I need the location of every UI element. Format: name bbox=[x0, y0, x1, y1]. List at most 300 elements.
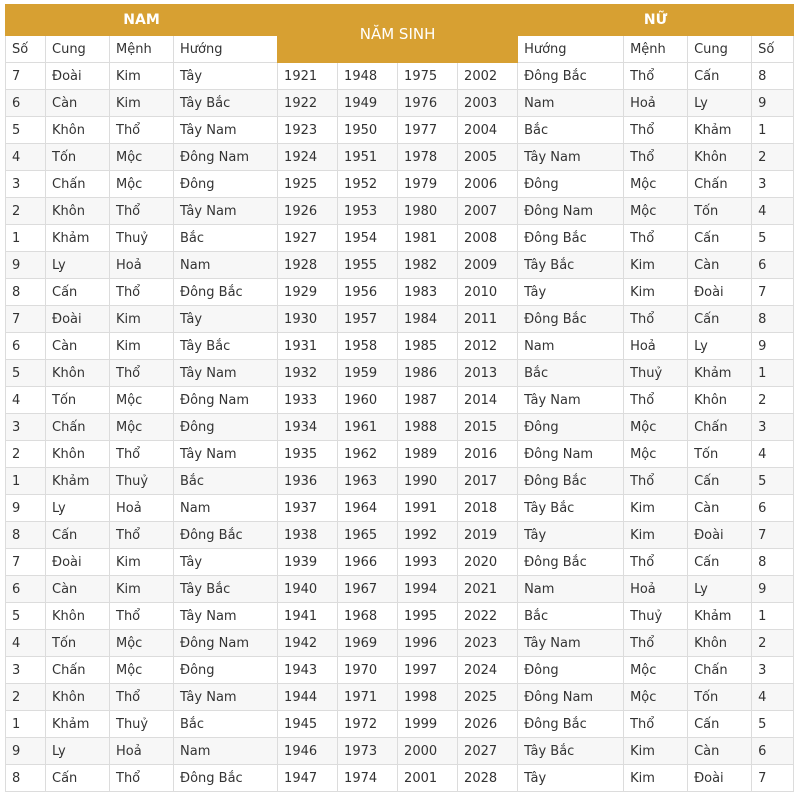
female-palace-cell: Ly bbox=[688, 90, 752, 117]
male-palace-cell: Tốn bbox=[46, 630, 110, 657]
year-cell: 2007 bbox=[458, 198, 518, 225]
year-cell: 1977 bbox=[398, 117, 458, 144]
male-number-cell: 6 bbox=[6, 90, 46, 117]
female-direction-cell: Đông Nam bbox=[518, 441, 624, 468]
male-direction-cell: Tây Nam bbox=[174, 441, 278, 468]
female-element-cell: Mộc bbox=[624, 441, 688, 468]
male-direction-cell: Tây bbox=[174, 306, 278, 333]
year-cell: 1934 bbox=[278, 414, 338, 441]
female-direction-cell: Đông Bắc bbox=[518, 225, 624, 252]
female-direction-cell: Tây Bắc bbox=[518, 738, 624, 765]
table-row bbox=[6, 387, 794, 414]
female-direction-cell: Tây Nam bbox=[518, 630, 624, 657]
year-cell: 2023 bbox=[458, 630, 518, 657]
male-direction-cell: Tây Nam bbox=[174, 360, 278, 387]
table-row bbox=[6, 765, 794, 792]
year-cell: 1921 bbox=[278, 63, 338, 90]
male-number-cell: 7 bbox=[6, 306, 46, 333]
year-cell: 1964 bbox=[338, 495, 398, 522]
male-direction-cell: Bắc bbox=[174, 225, 278, 252]
table-row bbox=[6, 333, 794, 360]
female-direction-cell: Bắc bbox=[518, 603, 624, 630]
col-female-palace: Cung bbox=[688, 36, 752, 63]
male-number-cell: 9 bbox=[6, 738, 46, 765]
male-element-cell: Thuỷ bbox=[110, 711, 174, 738]
table-row bbox=[6, 657, 794, 684]
male-element-cell: Thổ bbox=[110, 441, 174, 468]
year-cell: 1979 bbox=[398, 171, 458, 198]
year-cell: 1953 bbox=[338, 198, 398, 225]
female-number-cell: 5 bbox=[752, 468, 794, 495]
male-number-cell: 8 bbox=[6, 279, 46, 306]
year-cell: 1965 bbox=[338, 522, 398, 549]
female-number-cell: 4 bbox=[752, 441, 794, 468]
female-direction-cell: Nam bbox=[518, 576, 624, 603]
male-palace-cell: Tốn bbox=[46, 387, 110, 414]
female-element-cell: Kim bbox=[624, 495, 688, 522]
year-cell: 1997 bbox=[398, 657, 458, 684]
year-cell: 2001 bbox=[398, 765, 458, 792]
year-cell: 1950 bbox=[338, 117, 398, 144]
male-number-cell: 4 bbox=[6, 630, 46, 657]
year-cell: 1952 bbox=[338, 171, 398, 198]
male-palace-cell: Khảm bbox=[46, 711, 110, 738]
male-palace-cell: Ly bbox=[46, 738, 110, 765]
year-cell: 1970 bbox=[338, 657, 398, 684]
year-cell: 1994 bbox=[398, 576, 458, 603]
female-palace-cell: Tốn bbox=[688, 198, 752, 225]
female-element-cell: Thổ bbox=[624, 630, 688, 657]
male-number-cell: 9 bbox=[6, 252, 46, 279]
male-number-cell: 8 bbox=[6, 522, 46, 549]
male-palace-cell: Đoài bbox=[46, 549, 110, 576]
year-cell: 1940 bbox=[278, 576, 338, 603]
female-direction-cell: Bắc bbox=[518, 117, 624, 144]
female-header: NỮ bbox=[518, 5, 794, 36]
year-cell: 2006 bbox=[458, 171, 518, 198]
female-number-cell: 7 bbox=[752, 765, 794, 792]
male-element-cell: Hoả bbox=[110, 252, 174, 279]
female-element-cell: Thổ bbox=[624, 63, 688, 90]
male-element-cell: Thổ bbox=[110, 522, 174, 549]
year-cell: 1943 bbox=[278, 657, 338, 684]
year-cell: 1954 bbox=[338, 225, 398, 252]
female-palace-cell: Khôn bbox=[688, 387, 752, 414]
male-element-cell: Thổ bbox=[110, 198, 174, 225]
table-row bbox=[6, 522, 794, 549]
female-palace-cell: Ly bbox=[688, 333, 752, 360]
year-cell: 2010 bbox=[458, 279, 518, 306]
male-element-cell: Thổ bbox=[110, 603, 174, 630]
male-direction-cell: Tây Nam bbox=[174, 603, 278, 630]
year-cell: 1990 bbox=[398, 468, 458, 495]
year-cell: 2012 bbox=[458, 333, 518, 360]
female-palace-cell: Chấn bbox=[688, 171, 752, 198]
year-cell: 2003 bbox=[458, 90, 518, 117]
male-element-cell: Kim bbox=[110, 90, 174, 117]
female-palace-cell: Tốn bbox=[688, 684, 752, 711]
male-number-cell: 7 bbox=[6, 63, 46, 90]
year-cell: 1976 bbox=[398, 90, 458, 117]
female-number-cell: 7 bbox=[752, 522, 794, 549]
year-cell: 2025 bbox=[458, 684, 518, 711]
male-direction-cell: Nam bbox=[174, 495, 278, 522]
female-palace-cell: Ly bbox=[688, 576, 752, 603]
year-cell: 1996 bbox=[398, 630, 458, 657]
female-element-cell: Mộc bbox=[624, 657, 688, 684]
female-element-cell: Mộc bbox=[624, 198, 688, 225]
year-cell: 1958 bbox=[338, 333, 398, 360]
table-row bbox=[6, 90, 794, 117]
table-row bbox=[6, 252, 794, 279]
male-palace-cell: Khôn bbox=[46, 117, 110, 144]
year-cell: 1936 bbox=[278, 468, 338, 495]
female-number-cell: 2 bbox=[752, 144, 794, 171]
table-row bbox=[6, 441, 794, 468]
female-palace-cell: Khôn bbox=[688, 630, 752, 657]
male-direction-cell: Đông bbox=[174, 171, 278, 198]
female-number-cell: 6 bbox=[752, 738, 794, 765]
male-direction-cell: Bắc bbox=[174, 468, 278, 495]
male-direction-cell: Tây Bắc bbox=[174, 576, 278, 603]
male-direction-cell: Tây bbox=[174, 63, 278, 90]
male-direction-cell: Nam bbox=[174, 252, 278, 279]
table-row bbox=[6, 117, 794, 144]
female-direction-cell: Tây bbox=[518, 522, 624, 549]
female-element-cell: Mộc bbox=[624, 171, 688, 198]
female-direction-cell: Đông Bắc bbox=[518, 468, 624, 495]
male-element-cell: Mộc bbox=[110, 414, 174, 441]
female-direction-cell: Đông Bắc bbox=[518, 711, 624, 738]
female-element-cell: Hoả bbox=[624, 333, 688, 360]
year-cell: 1972 bbox=[338, 711, 398, 738]
female-direction-cell: Tây Nam bbox=[518, 387, 624, 414]
year-cell: 1966 bbox=[338, 549, 398, 576]
female-number-cell: 5 bbox=[752, 225, 794, 252]
female-palace-cell: Chấn bbox=[688, 414, 752, 441]
birth-year-header: NĂM SINH bbox=[278, 5, 518, 63]
year-cell: 1983 bbox=[398, 279, 458, 306]
female-direction-cell: Đông Bắc bbox=[518, 306, 624, 333]
female-number-cell: 3 bbox=[752, 171, 794, 198]
year-cell: 1978 bbox=[398, 144, 458, 171]
male-number-cell: 4 bbox=[6, 387, 46, 414]
year-cell: 2016 bbox=[458, 441, 518, 468]
year-cell: 1926 bbox=[278, 198, 338, 225]
year-cell: 2024 bbox=[458, 657, 518, 684]
male-element-cell: Mộc bbox=[110, 387, 174, 414]
male-palace-cell: Khảm bbox=[46, 468, 110, 495]
year-cell: 1967 bbox=[338, 576, 398, 603]
table-row bbox=[6, 630, 794, 657]
male-palace-cell: Càn bbox=[46, 333, 110, 360]
table-row bbox=[6, 171, 794, 198]
male-direction-cell: Đông Bắc bbox=[174, 522, 278, 549]
year-cell: 1968 bbox=[338, 603, 398, 630]
male-direction-cell: Bắc bbox=[174, 711, 278, 738]
female-palace-cell: Tốn bbox=[688, 441, 752, 468]
male-number-cell: 1 bbox=[6, 711, 46, 738]
female-palace-cell: Cấn bbox=[688, 468, 752, 495]
year-cell: 1927 bbox=[278, 225, 338, 252]
female-palace-cell: Cấn bbox=[688, 63, 752, 90]
female-element-cell: Thổ bbox=[624, 306, 688, 333]
male-element-cell: Thổ bbox=[110, 684, 174, 711]
year-cell: 2020 bbox=[458, 549, 518, 576]
year-cell: 1982 bbox=[398, 252, 458, 279]
female-direction-cell: Tây Bắc bbox=[518, 252, 624, 279]
male-element-cell: Thổ bbox=[110, 117, 174, 144]
year-cell: 1925 bbox=[278, 171, 338, 198]
year-cell: 1957 bbox=[338, 306, 398, 333]
year-cell: 1969 bbox=[338, 630, 398, 657]
table-row bbox=[6, 684, 794, 711]
year-cell: 1922 bbox=[278, 90, 338, 117]
male-number-cell: 3 bbox=[6, 414, 46, 441]
male-number-cell: 5 bbox=[6, 117, 46, 144]
male-element-cell: Mộc bbox=[110, 144, 174, 171]
year-cell: 1985 bbox=[398, 333, 458, 360]
male-element-cell: Hoả bbox=[110, 495, 174, 522]
year-cell: 2009 bbox=[458, 252, 518, 279]
female-palace-cell: Cấn bbox=[688, 711, 752, 738]
female-number-cell: 9 bbox=[752, 333, 794, 360]
male-direction-cell: Tây Bắc bbox=[174, 90, 278, 117]
male-element-cell: Kim bbox=[110, 549, 174, 576]
year-cell: 1998 bbox=[398, 684, 458, 711]
male-palace-cell: Khôn bbox=[46, 198, 110, 225]
year-cell: 1937 bbox=[278, 495, 338, 522]
male-direction-cell: Đông Bắc bbox=[174, 765, 278, 792]
male-direction-cell: Nam bbox=[174, 738, 278, 765]
female-palace-cell: Khảm bbox=[688, 117, 752, 144]
year-cell: 2026 bbox=[458, 711, 518, 738]
male-element-cell: Thổ bbox=[110, 360, 174, 387]
female-direction-cell: Đông bbox=[518, 171, 624, 198]
male-direction-cell: Tây Nam bbox=[174, 684, 278, 711]
male-number-cell: 3 bbox=[6, 657, 46, 684]
year-cell: 1938 bbox=[278, 522, 338, 549]
male-palace-cell: Tốn bbox=[46, 144, 110, 171]
table-row bbox=[6, 549, 794, 576]
year-cell: 1933 bbox=[278, 387, 338, 414]
male-direction-cell: Đông Nam bbox=[174, 387, 278, 414]
year-cell: 1955 bbox=[338, 252, 398, 279]
female-element-cell: Thổ bbox=[624, 117, 688, 144]
male-number-cell: 6 bbox=[6, 333, 46, 360]
male-number-cell: 5 bbox=[6, 360, 46, 387]
female-palace-cell: Khôn bbox=[688, 144, 752, 171]
male-element-cell: Thổ bbox=[110, 765, 174, 792]
male-palace-cell: Khôn bbox=[46, 684, 110, 711]
year-cell: 1935 bbox=[278, 441, 338, 468]
year-cell: 1980 bbox=[398, 198, 458, 225]
female-element-cell: Mộc bbox=[624, 414, 688, 441]
year-cell: 1956 bbox=[338, 279, 398, 306]
female-element-cell: Thổ bbox=[624, 468, 688, 495]
female-number-cell: 6 bbox=[752, 495, 794, 522]
male-number-cell: 1 bbox=[6, 225, 46, 252]
female-palace-cell: Đoài bbox=[688, 522, 752, 549]
male-palace-cell: Cấn bbox=[46, 522, 110, 549]
female-number-cell: 3 bbox=[752, 657, 794, 684]
male-direction-cell: Đông bbox=[174, 414, 278, 441]
male-palace-cell: Chấn bbox=[46, 171, 110, 198]
male-palace-cell: Khảm bbox=[46, 225, 110, 252]
table-row bbox=[6, 279, 794, 306]
female-element-cell: Mộc bbox=[624, 684, 688, 711]
female-number-cell: 6 bbox=[752, 252, 794, 279]
male-palace-cell: Đoài bbox=[46, 306, 110, 333]
year-cell: 1924 bbox=[278, 144, 338, 171]
year-cell: 2022 bbox=[458, 603, 518, 630]
female-number-cell: 9 bbox=[752, 576, 794, 603]
year-cell: 2004 bbox=[458, 117, 518, 144]
male-direction-cell: Đông Nam bbox=[174, 630, 278, 657]
female-number-cell: 4 bbox=[752, 684, 794, 711]
table-row bbox=[6, 468, 794, 495]
male-element-cell: Kim bbox=[110, 306, 174, 333]
male-element-cell: Kim bbox=[110, 576, 174, 603]
female-direction-cell: Đông Nam bbox=[518, 684, 624, 711]
male-element-cell: Kim bbox=[110, 63, 174, 90]
female-number-cell: 8 bbox=[752, 63, 794, 90]
female-number-cell: 5 bbox=[752, 711, 794, 738]
female-palace-cell: Chấn bbox=[688, 657, 752, 684]
year-cell: 2011 bbox=[458, 306, 518, 333]
female-palace-cell: Đoài bbox=[688, 765, 752, 792]
year-cell: 1975 bbox=[398, 63, 458, 90]
male-number-cell: 8 bbox=[6, 765, 46, 792]
year-cell: 1986 bbox=[398, 360, 458, 387]
male-direction-cell: Tây Bắc bbox=[174, 333, 278, 360]
female-direction-cell: Nam bbox=[518, 90, 624, 117]
female-number-cell: 3 bbox=[752, 414, 794, 441]
year-cell: 1951 bbox=[338, 144, 398, 171]
year-cell: 2028 bbox=[458, 765, 518, 792]
table-row bbox=[6, 144, 794, 171]
male-element-cell: Thuỷ bbox=[110, 468, 174, 495]
male-direction-cell: Đông Nam bbox=[174, 144, 278, 171]
female-palace-cell: Cấn bbox=[688, 549, 752, 576]
year-cell: 1923 bbox=[278, 117, 338, 144]
male-number-cell: 9 bbox=[6, 495, 46, 522]
year-cell: 1984 bbox=[398, 306, 458, 333]
male-palace-cell: Chấn bbox=[46, 657, 110, 684]
male-palace-cell: Khôn bbox=[46, 441, 110, 468]
male-palace-cell: Ly bbox=[46, 495, 110, 522]
feng-shui-table bbox=[5, 4, 794, 792]
male-direction-cell: Tây Nam bbox=[174, 117, 278, 144]
year-cell: 1995 bbox=[398, 603, 458, 630]
female-element-cell: Kim bbox=[624, 765, 688, 792]
year-cell: 2005 bbox=[458, 144, 518, 171]
male-element-cell: Thổ bbox=[110, 279, 174, 306]
male-element-cell: Mộc bbox=[110, 657, 174, 684]
table-row bbox=[6, 63, 794, 90]
female-direction-cell: Đông Nam bbox=[518, 198, 624, 225]
male-direction-cell: Tây bbox=[174, 549, 278, 576]
year-cell: 2021 bbox=[458, 576, 518, 603]
year-cell: 1971 bbox=[338, 684, 398, 711]
year-cell: 2027 bbox=[458, 738, 518, 765]
female-number-cell: 8 bbox=[752, 549, 794, 576]
female-direction-cell: Nam bbox=[518, 333, 624, 360]
year-cell: 1988 bbox=[398, 414, 458, 441]
male-element-cell: Mộc bbox=[110, 171, 174, 198]
table-row bbox=[6, 360, 794, 387]
female-palace-cell: Khảm bbox=[688, 603, 752, 630]
male-number-cell: 4 bbox=[6, 144, 46, 171]
male-direction-cell: Đông bbox=[174, 657, 278, 684]
year-cell: 1947 bbox=[278, 765, 338, 792]
female-element-cell: Thổ bbox=[624, 549, 688, 576]
female-number-cell: 9 bbox=[752, 90, 794, 117]
year-cell: 1961 bbox=[338, 414, 398, 441]
male-number-cell: 2 bbox=[6, 198, 46, 225]
year-cell: 1999 bbox=[398, 711, 458, 738]
col-female-direction: Hướng bbox=[518, 36, 624, 63]
female-number-cell: 1 bbox=[752, 360, 794, 387]
year-cell: 1946 bbox=[278, 738, 338, 765]
female-number-cell: 4 bbox=[752, 198, 794, 225]
table-row bbox=[6, 738, 794, 765]
col-female-element: Mệnh bbox=[624, 36, 688, 63]
male-number-cell: 3 bbox=[6, 171, 46, 198]
female-direction-cell: Đông Bắc bbox=[518, 549, 624, 576]
table-row bbox=[6, 711, 794, 738]
female-direction-cell: Đông Bắc bbox=[518, 63, 624, 90]
male-palace-cell: Càn bbox=[46, 90, 110, 117]
female-number-cell: 1 bbox=[752, 603, 794, 630]
col-male-palace: Cung bbox=[46, 36, 110, 63]
year-cell: 1939 bbox=[278, 549, 338, 576]
year-cell: 1949 bbox=[338, 90, 398, 117]
female-direction-cell: Đông bbox=[518, 657, 624, 684]
year-cell: 1981 bbox=[398, 225, 458, 252]
col-male-element: Mệnh bbox=[110, 36, 174, 63]
male-number-cell: 5 bbox=[6, 603, 46, 630]
male-number-cell: 2 bbox=[6, 441, 46, 468]
year-cell: 1992 bbox=[398, 522, 458, 549]
female-direction-cell: Bắc bbox=[518, 360, 624, 387]
year-cell: 1928 bbox=[278, 252, 338, 279]
female-palace-cell: Càn bbox=[688, 495, 752, 522]
table-body bbox=[6, 63, 794, 792]
year-cell: 1973 bbox=[338, 738, 398, 765]
female-palace-cell: Càn bbox=[688, 252, 752, 279]
female-direction-cell: Tây bbox=[518, 765, 624, 792]
year-cell: 2008 bbox=[458, 225, 518, 252]
female-number-cell: 8 bbox=[752, 306, 794, 333]
table-row bbox=[6, 603, 794, 630]
male-direction-cell: Tây Nam bbox=[174, 198, 278, 225]
year-cell: 2019 bbox=[458, 522, 518, 549]
female-palace-cell: Đoài bbox=[688, 279, 752, 306]
female-element-cell: Kim bbox=[624, 252, 688, 279]
male-palace-cell: Đoài bbox=[46, 63, 110, 90]
year-cell: 1959 bbox=[338, 360, 398, 387]
female-element-cell: Hoả bbox=[624, 576, 688, 603]
male-element-cell: Kim bbox=[110, 333, 174, 360]
female-direction-cell: Tây Nam bbox=[518, 144, 624, 171]
table-row bbox=[6, 306, 794, 333]
year-cell: 1987 bbox=[398, 387, 458, 414]
male-number-cell: 2 bbox=[6, 684, 46, 711]
female-number-cell: 7 bbox=[752, 279, 794, 306]
female-element-cell: Kim bbox=[624, 522, 688, 549]
year-cell: 2000 bbox=[398, 738, 458, 765]
